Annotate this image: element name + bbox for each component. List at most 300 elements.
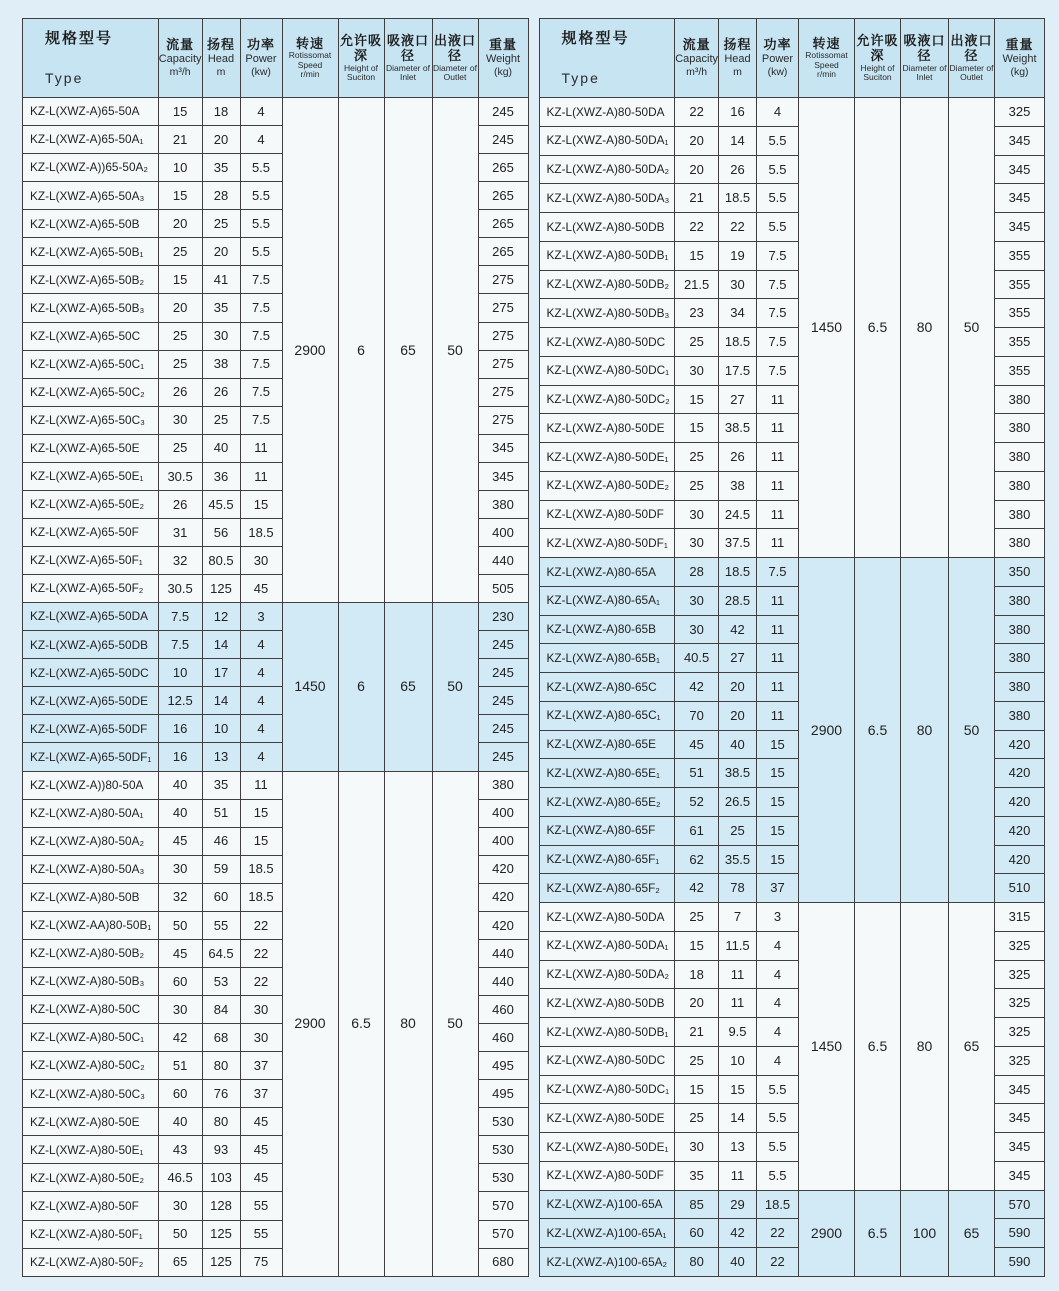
speed-merged-cell: 1450: [799, 903, 855, 1191]
power-cell: 4: [757, 989, 799, 1018]
type-cell: KZ-L(XWZ-A)80-50DE: [539, 1104, 675, 1133]
head-cell: 11.5: [719, 931, 757, 960]
type-cell: KZ-L(XWZ-A)65-50C₁: [23, 350, 159, 378]
suction-merged-cell: 6.5: [338, 771, 384, 1277]
type-cell: KZ-L(XWZ-A)80-65C: [539, 673, 675, 702]
head-cell: 35: [202, 771, 240, 799]
power-cell: 15: [757, 845, 799, 874]
type-cell: KZ-L(XWZ-AA)80-50B₁: [23, 911, 159, 939]
power-cell: 15: [757, 730, 799, 759]
power-cell: 7.5: [757, 299, 799, 328]
power-cell: 5.5: [757, 126, 799, 155]
power-cell: 45: [240, 1164, 282, 1192]
type-cell: KZ-L(XWZ-A)65-50DA: [23, 603, 159, 631]
head-cell: 20: [719, 701, 757, 730]
spec-table-right: [539, 18, 1046, 1277]
capacity-cell: 40.5: [675, 644, 719, 673]
capacity-cell: 30.5: [158, 462, 202, 490]
type-cell: KZ-L(XWZ-A)65-50DC: [23, 659, 159, 687]
power-cell: 15: [757, 759, 799, 788]
capacity-cell: 28: [675, 558, 719, 587]
head-cell: 80: [202, 1052, 240, 1080]
weight-cell: 275: [478, 294, 528, 322]
power-cell: 5.5: [240, 210, 282, 238]
inlet-merged-cell: 80: [901, 903, 949, 1191]
capacity-cell: 60: [158, 967, 202, 995]
weight-cell: 380: [995, 701, 1045, 730]
capacity-cell: 16: [158, 715, 202, 743]
head-cell: 34: [719, 299, 757, 328]
type-cell: KZ-L(XWZ-A)80-50DE: [539, 414, 675, 443]
weight-cell: 275: [478, 378, 528, 406]
capacity-cell: 50: [158, 1220, 202, 1248]
type-cell: KZ-L(XWZ-A)80-50DA₃: [539, 184, 675, 213]
capacity-cell: 21.5: [675, 270, 719, 299]
weight-cell: 420: [478, 883, 528, 911]
power-cell: 11: [240, 771, 282, 799]
power-cell: 11: [757, 500, 799, 529]
weight-cell: 380: [995, 414, 1045, 443]
weight-cell: 420: [478, 911, 528, 939]
col-header-head: 扬程 Head m: [719, 19, 757, 98]
head-cell: 40: [719, 730, 757, 759]
weight-cell: 440: [478, 939, 528, 967]
type-cell: KZ-L(XWZ-A)65-50F₁: [23, 547, 159, 575]
capacity-cell: 35: [675, 1161, 719, 1190]
power-cell: 11: [757, 385, 799, 414]
power-cell: 4: [240, 743, 282, 771]
type-cell: KZ-L(XWZ-A)65-50E: [23, 434, 159, 462]
capacity-cell: 25: [158, 238, 202, 266]
weight-cell: 400: [478, 799, 528, 827]
type-cell: KZ-L(XWZ-A)65-50B₁: [23, 238, 159, 266]
col-header-outlet: 出液口径 Diameter of Outlet: [949, 19, 995, 98]
power-cell: 3: [240, 603, 282, 631]
power-cell: 5.5: [240, 154, 282, 182]
weight-cell: 345: [995, 184, 1045, 213]
power-cell: 5.5: [757, 1075, 799, 1104]
type-cell: KZ-L(XWZ-A)80-50DB: [539, 989, 675, 1018]
head-cell: 40: [719, 1248, 757, 1277]
col-header-inlet: 吸液口径 Diameter of Inlet: [384, 19, 432, 98]
weight-cell: 355: [995, 356, 1045, 385]
power-cell: 22: [240, 967, 282, 995]
capacity-cell: 30: [675, 586, 719, 615]
weight-cell: 380: [995, 644, 1045, 673]
type-cell: KZ-L(XWZ-A)80-50DF: [539, 500, 675, 529]
head-cell: 26: [719, 443, 757, 472]
weight-cell: 325: [995, 1018, 1045, 1047]
col-header-outlet: 出液口径 Diameter of Outlet: [432, 19, 478, 98]
type-cell: KZ-L(XWZ-A)80-50DC: [539, 328, 675, 357]
head-cell: 29: [719, 1190, 757, 1219]
capacity-cell: 7.5: [158, 603, 202, 631]
type-cell: KZ-L(XWZ-A)65-50C: [23, 322, 159, 350]
inlet-merged-cell: 65: [384, 98, 432, 603]
head-cell: 76: [202, 1080, 240, 1108]
weight-cell: 265: [478, 238, 528, 266]
type-cell: KZ-L(XWZ-A)80-65A₁: [539, 586, 675, 615]
type-cell: KZ-L(XWZ-A)80-50DB₂: [539, 270, 675, 299]
power-cell: 7.5: [240, 406, 282, 434]
capacity-cell: 50: [158, 911, 202, 939]
head-cell: 51: [202, 799, 240, 827]
tables-container: [22, 18, 1045, 1277]
table-row: [23, 603, 529, 631]
type-cell: KZ-L(XWZ-A)100-65A₁: [539, 1219, 675, 1248]
head-cell: 14: [202, 631, 240, 659]
weight-cell: 245: [478, 631, 528, 659]
weight-cell: 325: [995, 960, 1045, 989]
capacity-cell: 21: [158, 126, 202, 154]
power-cell: 18.5: [757, 1190, 799, 1219]
col-header-speed: 转速 Rotissomat Speed r/min: [282, 19, 338, 98]
weight-cell: 530: [478, 1108, 528, 1136]
capacity-cell: 16: [158, 743, 202, 771]
weight-cell: 325: [995, 98, 1045, 127]
weight-cell: 245: [478, 743, 528, 771]
power-cell: 22: [240, 911, 282, 939]
capacity-cell: 25: [675, 471, 719, 500]
capacity-cell: 15: [675, 414, 719, 443]
power-cell: 7.5: [757, 270, 799, 299]
type-cell: KZ-L(XWZ-A)65-50A₁: [23, 126, 159, 154]
power-cell: 18.5: [240, 855, 282, 883]
head-cell: 10: [719, 1046, 757, 1075]
weight-cell: 345: [478, 462, 528, 490]
weight-cell: 440: [478, 967, 528, 995]
head-cell: 16: [719, 98, 757, 127]
head-cell: 68: [202, 1024, 240, 1052]
power-cell: 5.5: [757, 1104, 799, 1133]
table-row: [539, 903, 1045, 932]
inlet-merged-cell: 80: [901, 558, 949, 903]
capacity-cell: 32: [158, 547, 202, 575]
weight-cell: 570: [478, 1220, 528, 1248]
type-cell: KZ-L(XWZ-A)80-50F₂: [23, 1248, 159, 1276]
weight-cell: 380: [995, 500, 1045, 529]
speed-merged-cell: 1450: [282, 603, 338, 771]
weight-cell: 345: [995, 1161, 1045, 1190]
power-cell: 37: [240, 1080, 282, 1108]
head-cell: 37.5: [719, 529, 757, 558]
weight-cell: 570: [478, 1192, 528, 1220]
capacity-cell: 21: [675, 184, 719, 213]
head-cell: 35: [202, 294, 240, 322]
table-row: [539, 98, 1045, 127]
type-cell: KZ-L(XWZ-A)80-65B₁: [539, 644, 675, 673]
power-cell: 11: [757, 529, 799, 558]
type-cell: KZ-L(XWZ-A))65-50A₂: [23, 154, 159, 182]
type-cell: KZ-L(XWZ-A)80-50DF₁: [539, 529, 675, 558]
type-cell: KZ-L(XWZ-A)80-65B: [539, 615, 675, 644]
power-cell: 5.5: [240, 238, 282, 266]
head-cell: 30: [202, 322, 240, 350]
type-cell: KZ-L(XWZ-A)80-50DC₂: [539, 385, 675, 414]
type-cell: KZ-L(XWZ-A)65-50E₁: [23, 462, 159, 490]
type-cell: KZ-L(XWZ-A)80-50DE₁: [539, 1133, 675, 1162]
col-header-inlet: 吸液口径 Diameter of Inlet: [901, 19, 949, 98]
type-cell: KZ-L(XWZ-A)80-50E₁: [23, 1136, 159, 1164]
power-cell: 55: [240, 1220, 282, 1248]
capacity-cell: 30: [675, 615, 719, 644]
capacity-cell: 25: [675, 903, 719, 932]
table-body: [539, 98, 1045, 1277]
weight-cell: 420: [995, 816, 1045, 845]
head-cell: 17: [202, 659, 240, 687]
power-cell: 7.5: [757, 356, 799, 385]
type-cell: KZ-L(XWZ-A)80-50DE₁: [539, 443, 675, 472]
head-cell: 26: [719, 155, 757, 184]
power-cell: 30: [240, 1024, 282, 1052]
power-cell: 22: [757, 1248, 799, 1277]
type-cell: KZ-L(XWZ-A)80-50B: [23, 883, 159, 911]
weight-cell: 380: [995, 673, 1045, 702]
power-cell: 15: [240, 799, 282, 827]
head-cell: 125: [202, 1220, 240, 1248]
weight-cell: 420: [995, 759, 1045, 788]
head-cell: 64.5: [202, 939, 240, 967]
weight-cell: 325: [995, 989, 1045, 1018]
power-cell: 11: [757, 673, 799, 702]
speed-merged-cell: 2900: [799, 558, 855, 903]
head-cell: 19: [719, 241, 757, 270]
head-cell: 38: [719, 471, 757, 500]
suction-merged-cell: 6.5: [855, 98, 901, 558]
type-cell: KZ-L(XWZ-A)65-50A₃: [23, 182, 159, 210]
col-header-head: 扬程 Head m: [202, 19, 240, 98]
weight-cell: 230: [478, 603, 528, 631]
capacity-cell: 25: [675, 443, 719, 472]
capacity-cell: 18: [675, 960, 719, 989]
power-cell: 4: [757, 960, 799, 989]
type-cell: KZ-L(XWZ-A)80-50DF: [539, 1161, 675, 1190]
capacity-cell: 15: [675, 1075, 719, 1104]
type-cell: KZ-L(XWZ-A)80-50DB₁: [539, 1018, 675, 1047]
head-cell: 18.5: [719, 558, 757, 587]
type-cell: KZ-L(XWZ-A)80-50DC: [539, 1046, 675, 1075]
power-cell: 5.5: [757, 1133, 799, 1162]
speed-merged-cell: 2900: [282, 98, 338, 603]
outlet-merged-cell: 50: [432, 771, 478, 1277]
capacity-cell: 65: [158, 1248, 202, 1276]
type-cell: KZ-L(XWZ-A)65-50E₂: [23, 490, 159, 518]
capacity-cell: 25: [158, 322, 202, 350]
capacity-cell: 31: [158, 518, 202, 546]
weight-cell: 345: [995, 1104, 1045, 1133]
type-cell: KZ-L(XWZ-A)80-50DA: [539, 98, 675, 127]
power-cell: 45: [240, 1136, 282, 1164]
head-cell: 56: [202, 518, 240, 546]
outlet-merged-cell: 50: [949, 98, 995, 558]
type-cell: KZ-L(XWZ-A)80-50DE₂: [539, 471, 675, 500]
capacity-cell: 30: [675, 1133, 719, 1162]
type-cell: KZ-L(XWZ-A)80-65E₂: [539, 788, 675, 817]
head-cell: 84: [202, 996, 240, 1024]
head-cell: 59: [202, 855, 240, 883]
weight-cell: 265: [478, 154, 528, 182]
weight-cell: 530: [478, 1136, 528, 1164]
table-body: [23, 98, 529, 1277]
capacity-cell: 10: [158, 154, 202, 182]
head-cell: 14: [202, 687, 240, 715]
weight-cell: 345: [995, 1133, 1045, 1162]
capacity-cell: 30: [158, 406, 202, 434]
capacity-cell: 42: [675, 874, 719, 903]
power-cell: 4: [240, 659, 282, 687]
head-cell: 20: [719, 673, 757, 702]
capacity-cell: 15: [675, 385, 719, 414]
power-cell: 11: [240, 462, 282, 490]
power-cell: 4: [757, 98, 799, 127]
outlet-merged-cell: 50: [432, 98, 478, 603]
power-cell: 37: [757, 874, 799, 903]
weight-cell: 380: [995, 471, 1045, 500]
power-cell: 4: [757, 1046, 799, 1075]
capacity-cell: 43: [158, 1136, 202, 1164]
speed-merged-cell: 1450: [799, 98, 855, 558]
head-cell: 25: [202, 210, 240, 238]
table-header: [23, 19, 529, 98]
weight-cell: 495: [478, 1080, 528, 1108]
capacity-cell: 60: [675, 1219, 719, 1248]
power-cell: 4: [757, 931, 799, 960]
power-cell: 11: [757, 615, 799, 644]
head-cell: 12: [202, 603, 240, 631]
capacity-cell: 80: [675, 1248, 719, 1277]
type-cell: KZ-L(XWZ-A)65-50C₃: [23, 406, 159, 434]
head-cell: 11: [719, 989, 757, 1018]
weight-cell: 400: [478, 518, 528, 546]
power-cell: 15: [240, 827, 282, 855]
capacity-cell: 30: [158, 996, 202, 1024]
outlet-merged-cell: 50: [949, 558, 995, 903]
capacity-cell: 10: [158, 659, 202, 687]
type-cell: KZ-L(XWZ-A)80-65F₂: [539, 874, 675, 903]
head-cell: 42: [719, 615, 757, 644]
head-cell: 13: [202, 743, 240, 771]
type-cell: KZ-L(XWZ-A)80-50DA₂: [539, 960, 675, 989]
weight-cell: 680: [478, 1248, 528, 1276]
type-cell: KZ-L(XWZ-A)80-50C₁: [23, 1024, 159, 1052]
power-cell: 7.5: [757, 558, 799, 587]
col-header-power: 功率 Power (kw): [757, 19, 799, 98]
type-cell: KZ-L(XWZ-A)80-65E₁: [539, 759, 675, 788]
capacity-cell: 20: [158, 210, 202, 238]
capacity-cell: 22: [675, 98, 719, 127]
power-cell: 30: [240, 547, 282, 575]
head-cell: 18.5: [719, 184, 757, 213]
head-cell: 7: [719, 903, 757, 932]
type-cell: KZ-L(XWZ-A)80-50E₂: [23, 1164, 159, 1192]
power-cell: 3: [757, 903, 799, 932]
type-cell: KZ-L(XWZ-A)80-50DB: [539, 213, 675, 242]
type-cell: KZ-L(XWZ-A)80-65F: [539, 816, 675, 845]
weight-cell: 265: [478, 210, 528, 238]
table-header: [539, 19, 1045, 98]
power-cell: 45: [240, 575, 282, 603]
capacity-cell: 20: [158, 294, 202, 322]
suction-merged-cell: 6: [338, 98, 384, 603]
type-cell: KZ-L(XWZ-A)80-50DB₃: [539, 299, 675, 328]
capacity-cell: 22: [675, 213, 719, 242]
type-cell: KZ-L(XWZ-A)65-50DF: [23, 715, 159, 743]
type-cell: KZ-L(XWZ-A)80-50DC₁: [539, 356, 675, 385]
capacity-cell: 30: [675, 500, 719, 529]
type-cell: KZ-L(XWZ-A)80-50DC₁: [539, 1075, 675, 1104]
head-cell: 14: [719, 1104, 757, 1133]
head-cell: 26.5: [719, 788, 757, 817]
capacity-cell: 45: [675, 730, 719, 759]
power-cell: 7.5: [240, 378, 282, 406]
head-cell: 20: [202, 126, 240, 154]
weight-cell: 345: [995, 1075, 1045, 1104]
suction-merged-cell: 6: [338, 603, 384, 771]
capacity-cell: 26: [158, 490, 202, 518]
col-header-suction: 允许吸深 Height of Suciton: [855, 19, 901, 98]
power-cell: 7.5: [757, 328, 799, 357]
head-cell: 11: [719, 960, 757, 989]
type-cell: KZ-L(XWZ-A)65-50B₂: [23, 266, 159, 294]
weight-cell: 315: [995, 903, 1045, 932]
power-cell: 15: [240, 490, 282, 518]
power-cell: 18.5: [240, 883, 282, 911]
inlet-merged-cell: 65: [384, 603, 432, 771]
inlet-merged-cell: 80: [901, 98, 949, 558]
power-cell: 4: [240, 126, 282, 154]
col-header-speed: 转速 Rotissomat Speed r/min: [799, 19, 855, 98]
head-cell: 20: [202, 238, 240, 266]
head-cell: 46: [202, 827, 240, 855]
capacity-cell: 30: [158, 855, 202, 883]
head-cell: 22: [719, 213, 757, 242]
power-cell: 75: [240, 1248, 282, 1276]
weight-cell: 530: [478, 1164, 528, 1192]
head-cell: 128: [202, 1192, 240, 1220]
type-cell: KZ-L(XWZ-A)80-50B₃: [23, 967, 159, 995]
head-cell: 45.5: [202, 490, 240, 518]
head-cell: 125: [202, 1248, 240, 1276]
weight-cell: 350: [995, 558, 1045, 587]
head-cell: 38.5: [719, 414, 757, 443]
weight-cell: 245: [478, 687, 528, 715]
head-cell: 41: [202, 266, 240, 294]
type-cell: KZ-L(XWZ-A)80-50DA₂: [539, 155, 675, 184]
power-cell: 5.5: [757, 213, 799, 242]
type-cell: KZ-L(XWZ-A)80-50DA₁: [539, 126, 675, 155]
head-cell: 38.5: [719, 759, 757, 788]
capacity-cell: 60: [158, 1080, 202, 1108]
type-cell: KZ-L(XWZ-A)80-65A: [539, 558, 675, 587]
type-cell: KZ-L(XWZ-A)65-50DF₁: [23, 743, 159, 771]
head-cell: 18: [202, 98, 240, 126]
type-cell: KZ-L(XWZ-A)80-50C₂: [23, 1052, 159, 1080]
head-cell: 53: [202, 967, 240, 995]
weight-cell: 245: [478, 659, 528, 687]
spec-table-left: [22, 18, 529, 1277]
table-row: [539, 1190, 1045, 1219]
weight-cell: 275: [478, 406, 528, 434]
weight-cell: 275: [478, 322, 528, 350]
table-row: [23, 771, 529, 799]
head-cell: 35: [202, 154, 240, 182]
power-cell: 4: [757, 1018, 799, 1047]
power-cell: 11: [240, 434, 282, 462]
head-cell: 13: [719, 1133, 757, 1162]
power-cell: 7.5: [240, 266, 282, 294]
outlet-merged-cell: 50: [432, 603, 478, 771]
capacity-cell: 42: [675, 673, 719, 702]
